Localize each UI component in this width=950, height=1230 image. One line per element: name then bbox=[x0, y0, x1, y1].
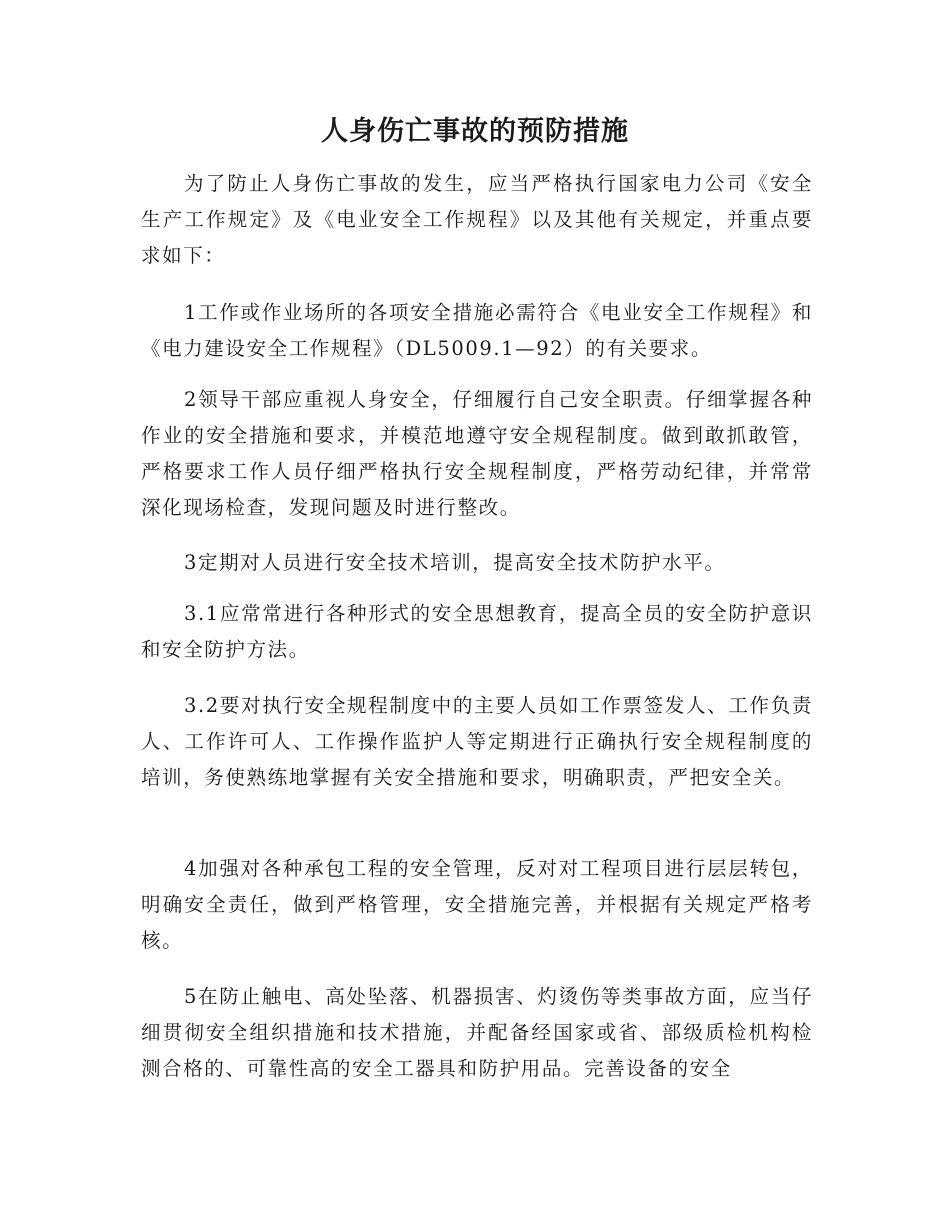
paragraph-5: 5在防止触电、高处坠落、机器损害、灼烫伤等类事故方面，应当仔细贯彻安全组织措施和技术措施，并配备经国家或省、部级质检机构检测合格的、可靠性高的安全工器具和防护用品。完善设备的安全 bbox=[141, 985, 813, 1080]
paragraph-intro: 为了防止人身伤亡事故的发生，应当严格执行国家电力公司《安全生产工作规定》及《电业安全工作规程》以及其他有关规定，并重点要求如下： bbox=[141, 172, 813, 267]
paragraph-3: 3定期对人员进行安全技术培训，提高安全技术防护水平。 bbox=[184, 551, 726, 574]
paragraph-3-1: 3.1应常常进行各种形式的安全思想教育，提高全员的安全防护意识和安全防护方法。 bbox=[141, 602, 813, 661]
paragraph-3-2: 3.2要对执行安全规程制度中的主要人员如工作票签发人、工作负责人、工作许可人、工作操作监护人等定期进行正确执行安全规程制度的培训，务使熟练地掌握有关安全措施和要求，明确职责，严把安全关。 bbox=[141, 694, 813, 789]
paragraph-2: 2领导干部应重视人身安全，仔细履行自己安全职责。仔细掌握各种作业的安全措施和要求，并模范地遵守安全规程制度。做到敢抓敢管，严格要求工作人员仔细严格执行安全规程制度，严格劳动纪律，并常常深化现场检查，发现问题及时进行整改。 bbox=[141, 388, 813, 519]
paragraph-4: 4加强对各种承包工程的安全管理，反对对工程项目进行层层转包，明确安全责任，做到严格管理，安全措施完善，并根据有关规定严格考核。 bbox=[141, 857, 813, 952]
paragraph-1: 1工作或作业场所的各项安全措施必需符合《电业安全工作规程》和《电力建设安全工作规程》（DL5009.1—92）的有关要求。 bbox=[141, 301, 813, 360]
document-title: 人身伤亡事故的预防措施 bbox=[321, 116, 629, 147]
